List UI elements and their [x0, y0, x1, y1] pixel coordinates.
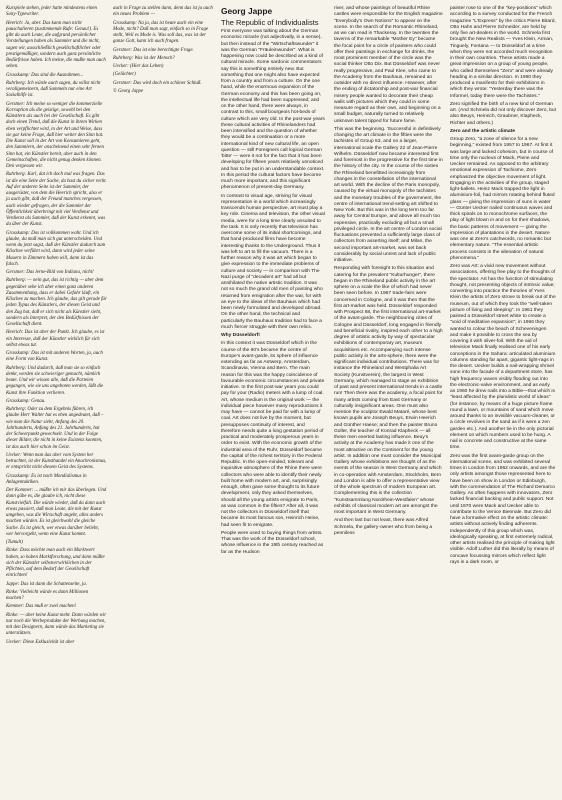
- paragraph: Heerich: Das ist aber der Punkt. Ich glaube, es ist ein Interesse, daß der Künstler wirklich für sich selbst etwas tut.: [6, 330, 105, 348]
- paragraph: (Tumult): [6, 540, 23, 545]
- paragraph: Jappe: Das ist dann die Schattenseite, ja.: [6, 581, 87, 587]
- paragraph: Ruhrberg: Was ist der Mensch?: [113, 55, 175, 61]
- paragraph: First everyone was talking about the German economic miracle (not adjectivally, in a sense), but then instead of the "Wirtschaftswunder" it was the German "Fräuleinwunder". What is happening now could be described as a kind of cultural miracle. Some sardonic commentators say this is something entirely new. But something that one might also have expected from a country and from a culture. On the one hand, while the enormous expansion of the German economy and this has been going on, the intellectual life had been suppressed; and on the other hand, there were always, in contrast to this, small bourgeois hot-beds of culture which are very old. In the post-war years these cultural activities of Rhinelanders had been intensified and the question of whether they would be a continuation or a more international kind of new cultural life, an open question — still Foreigners call logical German 'bitte' — were it not for the fact that it has been developing for fifteen years relatively unnoticed and has to be put in an understandable context. In this period the cultural factors have become much more important, and this significant phenomenon of present-day Germany.: [221, 29, 325, 191]
- article-paragraphs-3a: [450, 6, 556, 127]
- article-column-2: [334, 6, 443, 539]
- paragraph: Grasskamp: Na ja, das ist heute auch ein eine Mode, nicht? Daß man sagt, einfach so in Frage stellt, Weil es Mode is. Was soll das, was ist der ganze Gott, kann ich auch fragen.: [113, 20, 209, 45]
- article-paragraphs-1b: [221, 341, 325, 556]
- paragraph: In contrast to visual age, striving for visual representation in a world which increasingly transcends human perspective, art must play a key role. Cinema and television, the other visual media, were for a long time clearly unsuited to the task. It is only recently that television has overcome some of its initial shortcomings, and that hand-produced films have become interesting thanks to the Underground. Thus it was left to art to fill the vacuum. There is a further reason why it was art which began to give expression to the immediate problems of culture and society — in comparison with The Nazi purge of "decadent art" had all but annihilated the native artistic tradition. It was not so much the grand old men of painting who returned from emigration after the war, for with an eye to the ideas of the Bauhaus which had been newly formulated and developed abroad. On the other hand, the technical and particularly the Bauhaus tradition had to face a much fiercer struggle with their own relics.: [221, 193, 325, 330]
- article-paragraphs-1a: [221, 29, 325, 331]
- paragraph: Rinke: — aber keine Kunst mehr. Dann würden wir nur noch die Werbeprodukte der Werbung machen, mit den Designern, dann würde das Marketing sie unterstützen.: [6, 612, 107, 637]
- paragraph: Gerstner: Das wird doch ein schöner Schluß.: [113, 80, 202, 86]
- paragraph: Ruhrberg: Karl, dat ich doch mal was fragen. Das ist die eine Seite der Sache, da hast du sicher recht. Auf der anderen Seite ist der Sammler, der ausgerüstet, von dem die Heerich spricht, also er ja auch gibt, daß der Freund manches vergessen, auch wieder gefragen, der die Sammler der Öffentlichkeit überbringt mit viel Verdienst und Verdienst als Sammler, daß der Kunst erkennt, was da über der Kunst.: [6, 172, 107, 228]
- paragraph: Kemmer: Das muß er zwei machen!: [6, 604, 77, 610]
- paragraph: Grasskamp: Das sind die Ausnahmen...: [6, 72, 84, 78]
- discussion-column-left: [6, 6, 107, 648]
- article-title: The Republic of Individualists: [221, 18, 319, 27]
- article-column-1: [221, 6, 325, 558]
- paragraph: (Gelächter): [113, 72, 136, 78]
- paragraph: Zero signified the birth of a new kind of German art. (And Schmela did not only discover Zero, but also Beuys, Heinrich, Graubner, Klapheck, Richter and others.): [450, 101, 557, 126]
- paragraph: Zero was the first avant-garde group on the international scene, and was exhibited several times in London from 1962 onwards, and are the only artists amongst those represented here to have been on show in London or Edinburgh, with the commendation of The Richard Demarco Gallery. As often happens with innovators, Zero lacked financial backing and public support. Not until 1970 were Mack and Uecker able to contribute to the Venice Biennale. But Zero did have a formative effect on the artistic climate: artists without actively finding adherents. Independently of this group which was, ideologically speaking, at first extremely radical, other artists realised the principle of making light visible. Adolf Luther did this literally by means of concave focussing mirrors which reflect light rays in a dark room, or: [450, 453, 556, 565]
- paragraph: Ruhrberg: Oder zu dem Ergebnis führen, ich glaube Herr Walter hat es eben angedeutet, daß – wie man die Natur sieht, Anfang des 20. Jahrhunderts, Anfang des 21. Jahrhunderts, hat der Schwerpunkt gewechselt. Und in der Folge dieser Bilder, die nicht in keine Existenz konnten, ist das auch hier schon im Geist.: [6, 407, 104, 450]
- paragraph: Gerstner: Das lerne-Bild von Indiana, nicht!: [6, 270, 94, 275]
- paragraph: Rinke: Dass möchte man auch ein Marktwert haben, so haben Marktforschung, und dann müßte sich der Künstler selbstverwirklichen in der Pflichten, auf dem Bedarf der Gesellschaft einrichten!: [6, 548, 105, 579]
- paragraph: And then last but not least, there was Alfred Schmela, the gallery-owner who from being a penniless: [334, 518, 433, 536]
- paragraph: Responding with foresight to this situation and catering for the prevalent "Kulturhunger", there began in the Rhineland public activity in the art sphere on a scale the like of which had never been seen before. In 1967 trade-fairs were concerned in Cologne, and it was then that the first art-market was held. Düsseldorf responded with Prospect 68, the first international art-market of the avant-garde. The neighbouring cities of Cologne and Düsseldorf, long engaged in friendly and beneficial rivalry, inspired each other to a high degree of artistic activity by way of spectacular exhibitions of contemporary art, museum acquisitions etc. Accompanying such intense public activity in the arts-sphere, there were the significant individual contributions. There was for instance the Rhineland and Westphalia Art Society (Kunstverein), the largest in West Germany, which managed to stage an exhibition of past and present international trends in a castle run! Then there was the academy, a focal point for many artists coming from East Germany or culturally insignificant areas. One must also mention the sculptor Ewald Mataré, whose best known pupils are Joseph Beuys, Erwin Heerich and Günther Haese; and then the painter Bruno Goller, the teacher of Konrad Klapheck — all these men exerted lasting influence. Beuy's activity at the Academy has made it one of the most attractive on the Continent for the young artist. In addition one must consider the Municipal Gallery whose exhibitions are thought of as the events of the season in West Germany and which in co-operation with Amsterdam, Stockholm, Bern and London is able to offer a representative view of the whole spectrum of modern European art. Complementing this is the collection "Kunstsammlung Nordrhein-Westfalen" whose exhibits of classical modern art are amongst the most important in West Germany.: [334, 266, 443, 515]
- photo-credit: © Georg Jappe: [113, 88, 144, 94]
- subheading-zero: Zero and the artistic climate: [450, 128, 515, 134]
- paragraph: Gerstner: Ich meine so weniger die kommerzielle Korruption als die geistige, sowohl bei den Künstlern als auch bei der Gesellschaft. Es gibt doch einen Trend, daß die Kunst in ihrem Wirken eben verpflichtet wird, in der Art und Weise, dass sie gar keine Frage, daß hier weiter den Sinn hat. Die Kunst soll in der Art von Konsumieren geht, den Sammlern, der anscheinend einen sehr fernen Sinn hat, ein Künstler bereit, aber auch in den Gemeinschaften, die nicht genug denken können. Den vergessen wir.: [6, 101, 104, 169]
- subheading-why-duesseldorf: Why Düsseldorf!: [221, 333, 260, 338]
- discussion-paragraphs: [113, 6, 213, 87]
- paragraph: Uecker: (Hier das Leben): [113, 64, 164, 69]
- paragraph: Grasskamp: Das ist vollkommen wahr. Und ich glaube, da muß man sich gut unterscheiden. Und wenn du jetzt sagst, daß der Künstler dadurch zum Klischee verführt wird, dann wird jeder seine Mauern in Zimmern haben will, dann ist das falsch.: [6, 230, 106, 267]
- paragraph: painter rose to one of the "key-positions" which according to a survey conducted for the French magazine "L'Express" by the critics Pierre Bitard, Otto Hahn and Pierre Schneider, are held by only five art-dealers in the world. Schmela first brought the New Realists — Yves Klein, Arman, Tinguely, Fontana — to Düsseldorf at a time when they were not accorded much recognition in their own countries. These artists made a great impression on a group of young people, who called themselves "Zero" and were already heading in a similar direction. In 1960 they produced a manifesto for their exhibitions in which they wrote: "Yesterday there was the Informel, today there were the Tachistes.": [450, 6, 556, 99]
- paragraph: In this context it was Düsseldorf which in the course of the 60's became the centre of Europe's avant-garde, its sphere of influence extending as far as Antwerp, Amsterdam, Scandinavia, Vienna and Bern. The main reason for this was the happy coincidence of favourable economic circumstances and private initiative. In the first post-war years you could pay for your (Radio) meters with a lump of coal. Art, whose medium is the original work — the individual piece however many reproductions it may have — cannot be paid for with a lump of coal. Art does not live by the moment, but presupposes continuity of interest, and therefore needs quite a long gestation period of practical and moderately prosperous years in order to exist. With the economic growth of the industrial area of the Ruhr, Düsseldorf became the capital of the richest territory in the Federal Republic. In the open-minded, tolerant and inquisitive atmosphere of the Rhine there were collectors who were able to identify their newly built home with modern art, and, surprisingly enough, often gave some thought to its future development, only they asked themselves, should all the young artists emigrate to Paris, as was common in the fifties? After all, it was not the collectors in Düsseldorf itself that became its most famous son, Heinrich Heine, had seen fit to emigrate.: [221, 341, 325, 528]
- article-column-3: [450, 6, 556, 568]
- paragraph: Ruhrberg: Ich würde auch sagen, du willst nicht verallgemeinern, daß Sammeln nur eine Art Sozialhilfe ist.: [6, 80, 101, 99]
- paragraph: Kurspiele stehen, jeder hatte mindestens einen Sony-Typewriter.: [6, 6, 97, 18]
- discussion-column-right: [113, 6, 213, 97]
- paragraph: Ruhrberg: Und dadurch, daß man sie so einfach denkt, werden sie schwieriger gemacht, nämlich heute. Und wir wissen alle, daß die Parteien gegangen, wie sie uns angeboten werden, läßt die Kunst ihre Funktion verlieren.: [6, 365, 104, 396]
- paragraph: Grasskamp: Es ist nach Mondialismus in Anlagentaktiken.: [6, 473, 87, 485]
- paragraph: Grasskamp: Genau.: [6, 398, 46, 404]
- paragraph: Ruhrberg: — nein gut, das ist richtig — aber dem gegenüber sehe ich aber einen ganz anderen Zusammenhang, dass er dabei Gefahr läuft, ein Klischee zu machen. Ich glaube, das gilt gerade für jeden Typus des Künstlers, der diesen Geist und den Zug hat, daß er sich nicht als Künstler sieht, sondern als Interpret, der den Bedürfnissen der Gesellschaft dient.: [6, 278, 107, 327]
- paragraph: river, and whose paintings of beautiful Rhine castles were responsible for the English magazine "Everybody's Own Notions" to appear on the scene. In the search of the Romantic Rhineland, as we can read in Thackeray. In the twenties the taverns of the remarkable "Mother Ey" became the focal point for a circle of painters who could offer their paintings in exchange for drinks, the most prominent member of the circle was the social thinker Otto Dix. But Düsseldorf was never really progressive, and Paul Klee, who came to the Academy from the Bauhaus, remained an outsider with no direct influence. However, after the ending of dictatorship and post-war financial misery people wanted to decorate their cheap walls with pictures which they could in some measure regard as their own, and beginning on a small budget, naturally turned to relatively unknown talent tipped for future fame.: [334, 6, 443, 124]
- article-paragraphs-2: [334, 6, 443, 537]
- paragraph: Zero was Art: a vivid new movement without associations, offering free play to the thoughts of the spectator. Art has the function of stimulating thought, not presenting objects of intrinsic value; converting into practice the theories of Yves Klein the artists of Zero strove to break out of the museum, out of which they took the "well-taken picture of living and sleeping". In 1961 they painted a Düsseldorf street white to create a "void of meditative expansion"; in 1966 they wanted to colour the beach of Scheveningen and make it possible to cross the sea by covering it with silver-foil. With the aid of television Mack finally realised one of his early conceptions in the Sahara: articulated aluminium columns standing far apart, gigantic light-rags in the desert. Uecker builds a nail-wrapping shrivel sone into the facade of a department store, has high frequency waves visibly flooding out into the electronic-valve environment, and as early as 1960 he drew nails into a Bible—that which is "least affected by the pluralistic world of ideas" (for instance, by means of a huge picture frame round a lawn, or mountains of sand which move around thanks to an invisible vacuum-cleaner, or a circle revolves in the sand as if it were a zen garden etc.). And another tie in the only pictorial element on which numbers used to be hung. A nail is concrete and constructive at the same time.: [450, 264, 556, 451]
- paragraph: Rinke: Vielleicht würde es dann Millionen machen?: [6, 589, 89, 601]
- paragraph: Der Kommer: ... müßte ich mir das überlegen. Und dann gäbe es, die glaube ich, nicht diese Kunstvielfalt. Die würde wieder, daß da dann auch etwas passiert, daß man Leute, die mit der Kunst umgehen, was die Wirtschaft angeht, alles anders machen würden. Es ist gleichwohl die gleiche Sache. Es ist gleich, wer etwas darüber beliebt, wer hervorgeht, wenn eine Kunst kommt.: [6, 488, 107, 537]
- paragraph: Gerstner: Das ist eine berechtigte Frage.: [113, 47, 194, 53]
- paragraph: People were used to buying things from artists. That was the work of the Düsseldorf school, whose influence in the 19th century reached as far as the Hudson: [221, 530, 324, 555]
- paragraph: Uecker: Diese Exklusivität ist aber: [6, 639, 75, 645]
- paragraph: auch in Frage zu stellen dann, denn das ist ja auch ein neues Problem —: [113, 6, 213, 18]
- paragraph: Grasskamp: Das ist mit anderen Worten, ja, auch eine Form von Kunst.: [6, 351, 103, 363]
- paragraph: This was the beginning. 'Successful in definitively changing the art climate in the fifties were the tachistes of Group 53, and on a larger, international scale the Gallery 22 of Jean-Pierre Wilhelm. Düsseldorf now became interested first and foremost in the progressive for the first time in the history of the city. In the course of the sixties the Rhineland benefitted increasingly from changes in the constellation of the international art world. With the decline of the Paris monopoly, caused by the virtual monopoly of the tachistes and the monetary troubles of the government, the centre of international trend-setting art shifted to New York. But this was in the long term too far away for Central Europe, and above all much too expensive, practically excluding all but a small privileged circle. In the art centre of London social fluctuations prevented a sufficiently large class of collectors from asserting itself; and Milan, the second important art-market, was set back considerably by social unrest and lack of public initiative.: [334, 126, 443, 263]
- paragraph: Group Zero, "a zone of silence for a new beginning," existed from 1957 to 1967. At first it was large and lacked cohesion, but in course of time only the nucleus of Mack, Piene and Uecker remained. As opposed to the arbitrary emotional expression of Tachisme, Zero emphasized the objective movement of light. Engaging in the activities of the group, staged light-ballets. Heinz Mack trapped the light in aluminium-foil, had mirrors rotating behind fluted glass — giving the impression of suns in water — Günter Uecker nailed continuous waves and thick spirals on to monochrome surfaces, the play of light blown in and on for their shadows, the basic patterns of movement — giving the impression of plantations in the desert. Nature was one at Zero's catchwords, no romantic but elementary nature. "The essential artistic process consists in the alienation of natural phenomena.": [450, 137, 555, 261]
- paragraph: Heerich: Ja, aber. Das kann man nicht pauschalieren (zustimmende Rufe: Genau!). Es gibt da auch Leute, die aufgrund persönlicher Vorstellungen haben als Sammler und die nicht, sagen wir, ausschließlich gesellschaftlicher oder prestigemäßiger, sondern auch ganz persönliche Bedürfnisse haben. Ich meine, die mußte man auch sehen.: [6, 20, 106, 70]
- paragraph: Uecker: Wenn man das aber vom System her betrachtet, ist der Kunsthandel ein Anachronismus, er entspricht nicht diesem Geist des Systems.: [6, 452, 107, 471]
- article-author: Georg Jappe: [221, 6, 273, 16]
- article-paragraphs-3b: [450, 137, 556, 566]
